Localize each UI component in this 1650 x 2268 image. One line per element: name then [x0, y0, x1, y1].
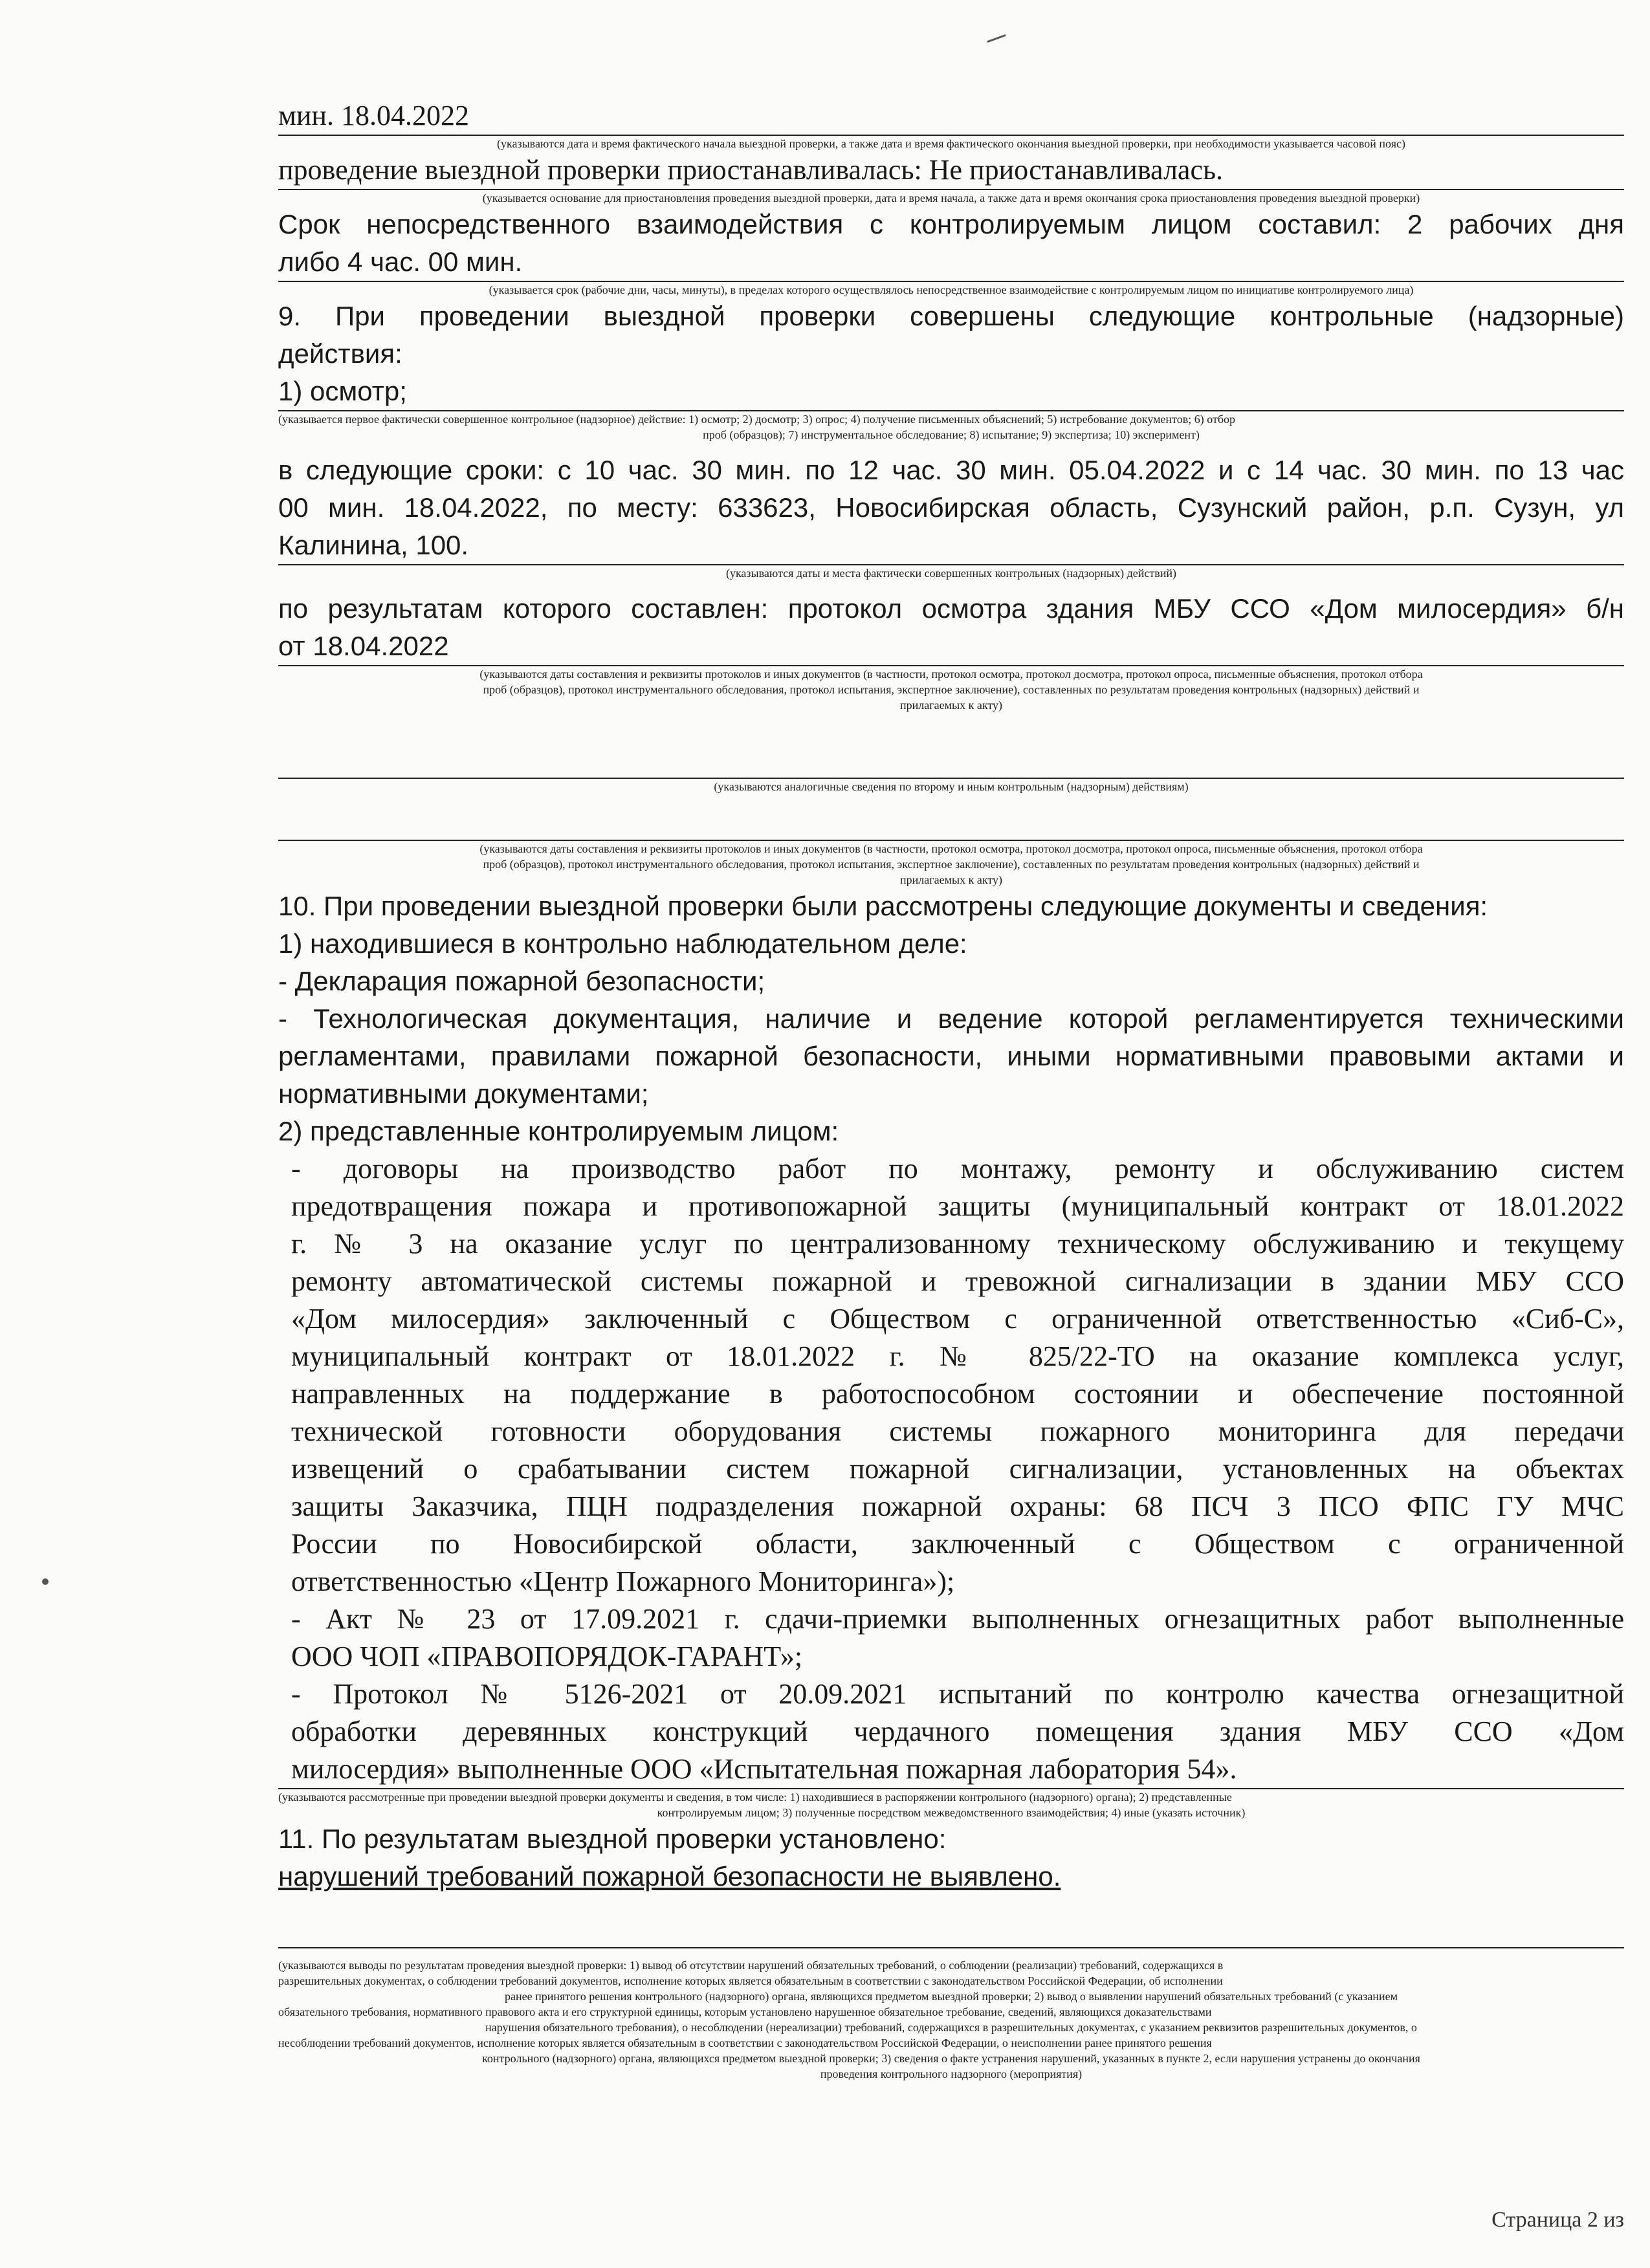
contracts-line: извещений о срабатывании систем пожарной сигнализации, установленных на объектах — [291, 1453, 1624, 1485]
contracts-line: предотвращения пожара и противопожарной защиты (муниципальный контракт от 18.01.2022 — [291, 1190, 1624, 1222]
section10-sub1: 1) находившиеся в контрольно наблюдательном деле: — [278, 928, 967, 959]
section9-title-cont: действия: — [278, 338, 402, 369]
note-conclusions: разрешительных документах, о соблюдении требований документов, исполнение которых является обязательным в соответствии с законодательством Российской Федерации, об исполнении — [278, 1974, 1223, 1987]
protocol-line: - Протокол № 5126-2021 от 20.09.2021 испытаний по контролю качества огнезащитной — [291, 1678, 1624, 1710]
section10-title: 10. При проведении выездной проверки были рассмотрены следующие документы и сведения: — [278, 891, 1488, 921]
note-other-actions: (указываются аналогичные сведения по второму и иным контрольным (надзорным) действиям) — [714, 780, 1189, 793]
note-interaction-term: (указывается срок (рабочие дни, часы, минуты), в пределах которого осуществлялось непосредственное взаимодействие с контролируемым лицом по инициативе контролируемого лица) — [489, 283, 1414, 296]
note-documents-a: (указываются рассмотренные при проведении выездной проверки документы и сведения, в том числе: 1) находившиеся в распоряжении контрольного (надзорного) органа); 2) представленные — [278, 1791, 1232, 1804]
protocol-line: обработки деревянных конструкций чердачного помещения здания МБУ ССО «Дом — [291, 1716, 1624, 1747]
section10-item2c: нормативными документами; — [278, 1078, 649, 1109]
section9-protocol-line1: по результатам которого составлен: протокол осмотра здания МБУ ССО «Дом милосердия» б/н — [278, 593, 1624, 624]
section10-item1: - Декларация пожарной безопасности; — [278, 966, 765, 996]
section9-protocol-line2: от 18.04.2022 — [278, 631, 449, 661]
note-conclusions: контрольного (надзорного) органа, являющихся предметом выездной проверки; 3) сведения о факте устранения нарушений, указанных в пункте 2, если нарушения устранены до окончания — [482, 2052, 1420, 2065]
protocol-line: милосердия» выполненные ООО «Испытательная пожарная лаборатория 54». — [291, 1753, 1237, 1785]
suspension-status: проведение выездной проверки приостанавливалась: Не приостанавливалась. — [278, 154, 1224, 186]
note-conclusions: обязательного требования, нормативного правового акта и его структурной единицы, которым установлено нарушенное обязательное требование, сведений, являющихся доказательствами — [278, 2005, 1212, 2018]
act-line: ООО ЧОП «ПРАВОПОРЯДОК-ГАРАНТ»; — [291, 1641, 803, 1672]
inspection-end-time: мин. 18.04.2022 — [278, 100, 469, 131]
interaction-term-line2: либо 4 час. 00 мин. — [278, 246, 523, 277]
note-protocols2-b: проб (образцов), протокол инструментального обследования, протокол испытания, экспертное заключение), составленных по результатам проведения контрольных (надзорных) действий и — [483, 858, 1420, 871]
act-line: - Акт № 23 от 17.09.2021 г. сдачи-приемки выполненных огнезащитных работ выполненные — [291, 1603, 1624, 1635]
note-conclusions: проведения контрольного надзорного (мероприятия) — [820, 2067, 1083, 2080]
section9-action: 1) осмотр; — [278, 376, 407, 406]
section10-sub2: 2) представленные контролируемым лицом: — [278, 1116, 839, 1146]
contracts-line: муниципальный контракт от 18.01.2022 г. № 825/22-ТО на оказание комплекса услуг, — [291, 1340, 1624, 1372]
contracts-line: «Дом милосердия» заключенный с Обществом с ограниченной ответственностью «Сиб-С», — [291, 1303, 1624, 1335]
note-conclusions: нарушения обязательного требования), о несоблюдении (нереализации) требований, содержащихся в разрешительных документах, с указанием реквизитов разрешительных документов, о — [485, 2021, 1417, 2034]
section9-times-line1: в следующие сроки: с 10 час. 30 мин. по 12 час. 30 мин. 05.04.2022 и с 14 час. 30 мин. по 13 час — [278, 455, 1624, 485]
page-number: Страница 2 из — [1491, 2208, 1624, 2232]
section10-item2a: - Технологическая документация, наличие и ведение которой регламентируется техническими — [278, 1003, 1624, 1034]
section9-title: 9. При проведении выездной проверки совершены следующие контрольные (надзорные) — [278, 301, 1624, 331]
interaction-term-line1: Срок непосредственного взаимодействия с контролируемым лицом составил: 2 рабочих дня — [278, 209, 1624, 239]
note-places: (указываются даты и места фактически совершенных контрольных (надзорных) действий) — [725, 567, 1177, 580]
contracts-line: защиты Заказчика, ПЦН подразделения пожарной охраны: 68 ПСЧ 3 ПСО ФПС ГУ МЧС — [291, 1490, 1624, 1522]
note-protocols-c: прилагаемых к акту) — [900, 699, 1002, 712]
contracts-line: России по Новосибирской области, заключенный с Обществом с ограниченной — [291, 1528, 1624, 1560]
note-conclusions: ранее принятого решения контрольного (надзорного) органа, являющихся предметом выездной проверки; 2) вывод о выявлении нарушений обязательных требований (с указанием — [504, 1990, 1398, 2003]
note-action-a: (указывается первое фактически совершенное контрольное (надзорное) действие: 1) осмотр; 2) досмотр; 3) опрос; 4) получение письменных объяснений; 5) истребование документов; 6) отбор — [278, 413, 1236, 426]
document-page — [278, 97, 1624, 2082]
section11-title: 11. По результатам выездной проверки установлено: — [278, 1824, 947, 1854]
contracts-line: ремонту автоматической системы пожарной и тревожной сигнализации в здании МБУ ССО — [291, 1265, 1624, 1297]
note-protocols2-c: прилагаемых к акту) — [900, 873, 1002, 886]
contracts-line: технической готовности оборудования системы пожарного мониторинга для передачи — [291, 1415, 1624, 1447]
note-protocols2-a: (указываются даты составления и реквизиты протоколов и иных документов (в частности, протокол осмотра, протокол досмотра, протокол опроса, письменные объяснения, протокол отбора — [479, 842, 1423, 855]
contracts-line: направленных на поддержание в работоспособном состоянии и обеспечение постоянной — [291, 1378, 1624, 1410]
section11-result: нарушений требований пожарной безопасности не выявлено. — [278, 1861, 1061, 1892]
contracts-line: - договоры на производство работ по монтажу, ремонту и обслуживанию систем — [291, 1153, 1624, 1184]
scan-speck — [42, 1578, 49, 1585]
note-protocols-b: проб (образцов), протокол инструментального обследования, протокол испытания, экспертное заключение), составленных по результатам проведения контрольных (надзорных) действий и — [483, 683, 1420, 696]
scan-speck — [987, 34, 1006, 43]
note-suspension: (указывается основание для приостановления проведения выездной проверки, дата и время начала, а также дата и время окончания срока приостановления проведения выездной проверки) — [482, 191, 1420, 204]
section10-item2b: регламентами, правилами пожарной безопасности, иными нормативными правовыми актами и — [278, 1041, 1624, 1071]
section9-times-line3: Калинина, 100. — [278, 530, 469, 560]
note-dates: (указываются дата и время фактического начала выездной проверки, а также дата и время фактического окончания выездной проверки, при необходимости указывается часовой пояс) — [497, 137, 1405, 150]
note-action-b: проб (образцов); 7) инструментальное обследование; 8) испытание; 9) экспертиза; 10) эксперимент) — [703, 428, 1200, 441]
note-documents-b: контролируемым лицом; 3) полученные посредством межведомственного взаимодействия; 4) иные (указать источник) — [657, 1806, 1246, 1819]
section9-times-line2: 00 мин. 18.04.2022, по месту: 633623, Новосибирская область, Сузунский район, р.п. Сузун, ул — [278, 492, 1624, 523]
note-conclusions: несоблюдении требований документов, исполнение которых является обязательным в соответствии с законодательством Российской Федерации, о неисполнении ранее принятого решения — [278, 2036, 1212, 2049]
note-conclusions: (указываются выводы по результатам проведения выездной проверки: 1) вывод об отсутствии нарушений обязательных требований, о соблюдении (реализации) требований, содержащихся в — [278, 1959, 1224, 1972]
contracts-line: ответственностью «Центр Пожарного Мониторинга»); — [291, 1565, 955, 1597]
contracts-line: г. № 3 на оказание услуг по централизованному техническому обслуживанию и текущему — [291, 1228, 1624, 1259]
note-protocols-a: (указываются даты составления и реквизиты протоколов и иных документов (в частности, протокол осмотра, протокол досмотра, протокол опроса, письменные объяснения, протокол отбора — [479, 668, 1423, 681]
